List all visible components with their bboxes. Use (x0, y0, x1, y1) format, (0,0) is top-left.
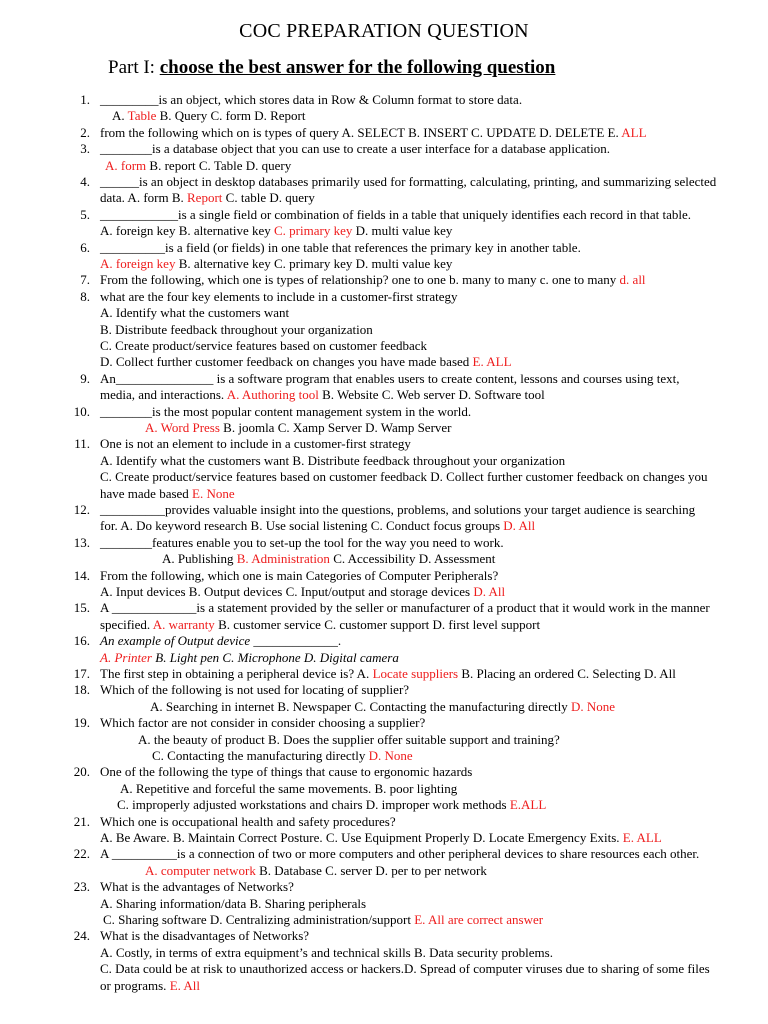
question-number: 12. (73, 502, 90, 517)
question-number: 11. (74, 436, 90, 452)
text-segment: Which one is occupational health and safety procedures? (100, 813, 396, 829)
line-text (100, 486, 235, 502)
question-number: 16. (73, 633, 90, 649)
line-text (100, 289, 457, 305)
answer-key-text: E. None (192, 485, 235, 501)
line-text (150, 699, 615, 715)
answer-key-text: C. primary key (274, 223, 353, 239)
question-number: 4. (80, 174, 90, 189)
line-text (100, 535, 504, 551)
line-text (100, 584, 505, 600)
part-heading (108, 57, 555, 79)
question-number: 7. (80, 272, 90, 288)
text-segment: A _____________is a statement provided by the seller or manufacturer of a product that it would work in the manner (100, 600, 710, 616)
question-number: 14. (73, 567, 90, 583)
text-segment: C. Create product/service features based on customer feedback (100, 338, 428, 353)
answer-key-text: E. ALL (622, 830, 662, 845)
text-segment: A. Identify what the customers want B. Distribute feedback throughout your organization (100, 452, 566, 468)
text-segment: B. joomla C. Xamp Server D. Wamp Server (219, 420, 452, 435)
text-segment: An example of Output device (100, 633, 251, 649)
text-segment: A __________is a connection of two or more computers and other peripheral devices to share resources each other. (100, 846, 700, 862)
answer-key-text: B. Administration (236, 551, 330, 567)
text-segment: B. Placing an ordered C. Selecting D. All (458, 666, 676, 681)
answer-key-text: A. warranty (152, 616, 215, 632)
line-text (100, 666, 676, 682)
question-number: 9. (80, 370, 90, 386)
text-segment: ______is an object in desktop databases primarily used for formatting, calculating, printing, and summarizing selected (100, 174, 717, 189)
text-segment: what are the four key elements to include in a customer-first strategy (100, 288, 458, 304)
question-number: 19. (73, 715, 90, 731)
answer-key-text: Report (187, 190, 223, 206)
answer-key-text: Locate suppliers (372, 666, 459, 681)
line-text (145, 863, 487, 879)
text-segment: B. Query C. form D. Report (156, 108, 306, 124)
line-text (100, 961, 710, 977)
line-text (138, 732, 560, 748)
text-segment: or programs. (100, 977, 170, 993)
line-text (100, 125, 647, 141)
question-number: 10. (73, 403, 90, 419)
answer-key-text: A. form (105, 157, 147, 173)
answer-key-text: D. All (473, 584, 506, 599)
text-segment: ________is a database object that you can use to create a user interface for a database application. (100, 141, 611, 157)
question-number: 3. (80, 141, 90, 157)
line-text (100, 322, 373, 338)
text-segment: specified. (100, 616, 153, 632)
answer-key-text: A. Printer (100, 649, 152, 665)
line-text (100, 846, 699, 862)
text-segment: C. Accessibility D. Assessment (329, 551, 496, 567)
text-segment: B. Website C. Web server D. Software tool (318, 387, 545, 403)
line-text (100, 568, 498, 584)
line-text (100, 978, 200, 994)
text-segment: A. Searching in internet B. Newspaper C. Contacting the manufacturing directly (150, 698, 571, 714)
line-text (100, 879, 294, 895)
text-segment: _________is an object, which stores data in Row & Column format to store data. (100, 92, 523, 107)
text-segment: ____________is a single field or combination of fields in a table that uniquely identifies each record in that table. (100, 206, 691, 222)
text-segment: What is the disadvantages of Networks? (100, 928, 310, 944)
text-segment: have made based (100, 485, 193, 501)
line-text (100, 650, 399, 666)
question-number: 13. (73, 534, 90, 550)
line-text (100, 190, 315, 206)
answer-key-text: D. None (368, 748, 413, 763)
part-lead: Part I: (108, 57, 160, 78)
text-segment: media, and interactions. (100, 387, 227, 403)
question-number: 21. (73, 813, 90, 829)
line-text (100, 207, 691, 223)
part-instruction: choose the best answer for the following question (159, 57, 556, 78)
line-text (100, 617, 540, 633)
text-segment: A. Be Aware. B. Maintain Correct Posture. C. Use Equipment Properly D. Locate Emergency Exits. (100, 830, 623, 845)
line-text (152, 748, 413, 764)
text-segment: One of the following the type of things that cause to ergonomic hazards (100, 764, 473, 780)
line-text (100, 945, 553, 961)
text-segment: B. customer service C. customer support D. first level support (214, 616, 541, 632)
line-text (103, 912, 543, 928)
answer-key-text: ALL (621, 124, 647, 140)
text-segment: A. Identify what the customers want (100, 305, 290, 321)
line-text (100, 469, 708, 485)
text-segment: __________provides valuable insight into the questions, problems, and solutions your target audience is searching (100, 502, 696, 517)
answer-key-text: E.ALL (509, 797, 547, 813)
line-text (100, 814, 396, 830)
text-segment: Which factor are not consider in consider choosing a supplier? (100, 715, 426, 731)
answer-key-text: Table (127, 108, 157, 124)
question-number: 15. (73, 600, 90, 616)
text-segment: D. Collect further customer feedback on changes you have made based (100, 354, 473, 370)
text-segment: D. multi value key (352, 223, 453, 239)
text-segment: ________features enable you to set-up the tool for the way you need to work. (100, 534, 504, 550)
line-text (100, 682, 409, 698)
text-segment: What is the advantages of Networks? (100, 879, 294, 895)
line-text (100, 174, 716, 190)
text-segment: Which of the following is not used for locating of supplier? (100, 682, 410, 698)
text-segment: from the following which on is types of query A. SELECT B. INSERT C. UPDATE D. DELETE E. (100, 124, 622, 140)
line-text (100, 92, 522, 108)
text-segment: C. Contacting the manufacturing directly (152, 748, 369, 763)
line-text (100, 453, 565, 469)
text-segment: From the following, which one is types of relationship? one to one b. many to many c. one to many (100, 272, 620, 288)
text-segment: From the following, which one is main Categories of Computer Peripherals? (100, 567, 499, 583)
text-segment: A. Costly, in terms of extra equipment’s and technical skills B. Data security problems. (100, 944, 553, 960)
text-segment: B. alternative key C. primary key D. multi value key (175, 256, 453, 271)
text-segment: _____________. (250, 633, 342, 649)
question-number: 1. (80, 92, 90, 107)
answer-key-text: A. foreign key (100, 256, 176, 271)
text-segment: A. the beauty of product B. Does the supplier offer suitable support and training? (138, 731, 560, 747)
question-number: 18. (73, 682, 90, 698)
line-text (100, 223, 452, 239)
line-text (120, 781, 457, 797)
line-text (100, 387, 545, 403)
answer-key-text: D. None (570, 698, 615, 714)
line-text (100, 502, 695, 518)
text-segment: A. (112, 108, 128, 124)
text-segment: An_______________ is a software program that enables users to create content, lessons and courses using text, (100, 370, 680, 386)
line-text (100, 141, 610, 157)
text-segment: C. Data could be at risk to unauthorized access or hackers.D. Spread of computer viruses due to sharing of some files (100, 961, 710, 977)
text-segment: A. Publishing (162, 551, 237, 567)
text-segment: __________is a field (or fields) in one table that references the primary key in another table. (100, 239, 581, 255)
text-segment: A. foreign key B. alternative key (100, 223, 274, 239)
line-text (100, 896, 366, 912)
text-segment: B. Database C. server D. per to per network (255, 862, 487, 878)
text-segment: data. A. form B. (100, 190, 188, 206)
answer-key-text: A. Authoring tool (226, 387, 319, 403)
answer-key-text: E. ALL (472, 354, 512, 370)
line-text (100, 404, 471, 420)
question-number: 22. (73, 846, 90, 862)
line-text (100, 305, 289, 321)
text-segment: A. Repetitive and forceful the same movements. B. poor lighting (120, 780, 458, 796)
line-text (112, 108, 305, 124)
line-text (100, 354, 512, 370)
line-text (100, 371, 679, 387)
line-text (145, 420, 452, 436)
text-segment: C. Sharing software D. Centralizing administration/support (103, 912, 415, 927)
line-text (100, 256, 452, 272)
text-segment: ________is the most popular content management system in the world. (100, 403, 472, 419)
text-segment: B. report C. Table D. query (146, 157, 292, 173)
question-number: 5. (80, 206, 90, 222)
line-text (100, 830, 662, 846)
line-text (100, 272, 646, 288)
line-text (100, 436, 411, 452)
line-text (100, 518, 535, 534)
line-text (100, 715, 425, 731)
line-text (162, 551, 495, 567)
text-segment: B. Distribute feedback throughout your organization (100, 321, 373, 337)
line-text (100, 338, 427, 354)
text-segment: The first step in obtaining a peripheral device is? A. (100, 666, 373, 681)
question-number: 23. (73, 879, 90, 895)
answer-key-text: E. All are correct answer (414, 912, 544, 927)
question-number: 6. (80, 239, 90, 255)
text-segment: A. Sharing information/data B. Sharing peripherals (100, 895, 367, 911)
answer-key-text: d. all (619, 272, 646, 288)
question-number: 8. (80, 288, 90, 304)
question-number: 20. (73, 764, 90, 780)
line-text (100, 633, 341, 649)
line-text (100, 764, 472, 780)
text-segment: C. improperly adjusted workstations and chairs D. improper work methods (117, 797, 510, 813)
answer-key-text: A. computer network (145, 862, 256, 878)
answer-key-text: E. All (169, 977, 201, 993)
line-text (105, 158, 291, 174)
line-text (100, 600, 710, 616)
text-segment: C. table D. query (222, 190, 315, 206)
question-number: 24. (73, 928, 90, 944)
answer-key-text: A. Word Press (145, 420, 220, 435)
text-segment: B. Light pen C. Microphone D. Digital camera (152, 649, 399, 665)
line-text (100, 928, 309, 944)
page-title: COC PREPARATION QUESTION (239, 20, 529, 42)
question-number: 2. (80, 124, 90, 140)
line-text (100, 240, 581, 256)
text-segment: for. A. Do keyword research B. Use social listening C. Conduct focus groups (100, 518, 504, 534)
question-number: 17. (73, 666, 90, 681)
text-segment: One is not an element to include in a customer-first strategy (100, 436, 411, 452)
text-segment: A. Input devices B. Output devices C. Input/output and storage devices (100, 584, 474, 599)
answer-key-text: D. All (503, 518, 536, 534)
line-text (117, 797, 546, 813)
text-segment: C. Create product/service features based on customer feedback D. Collect further customer feedback on changes you (100, 469, 708, 485)
